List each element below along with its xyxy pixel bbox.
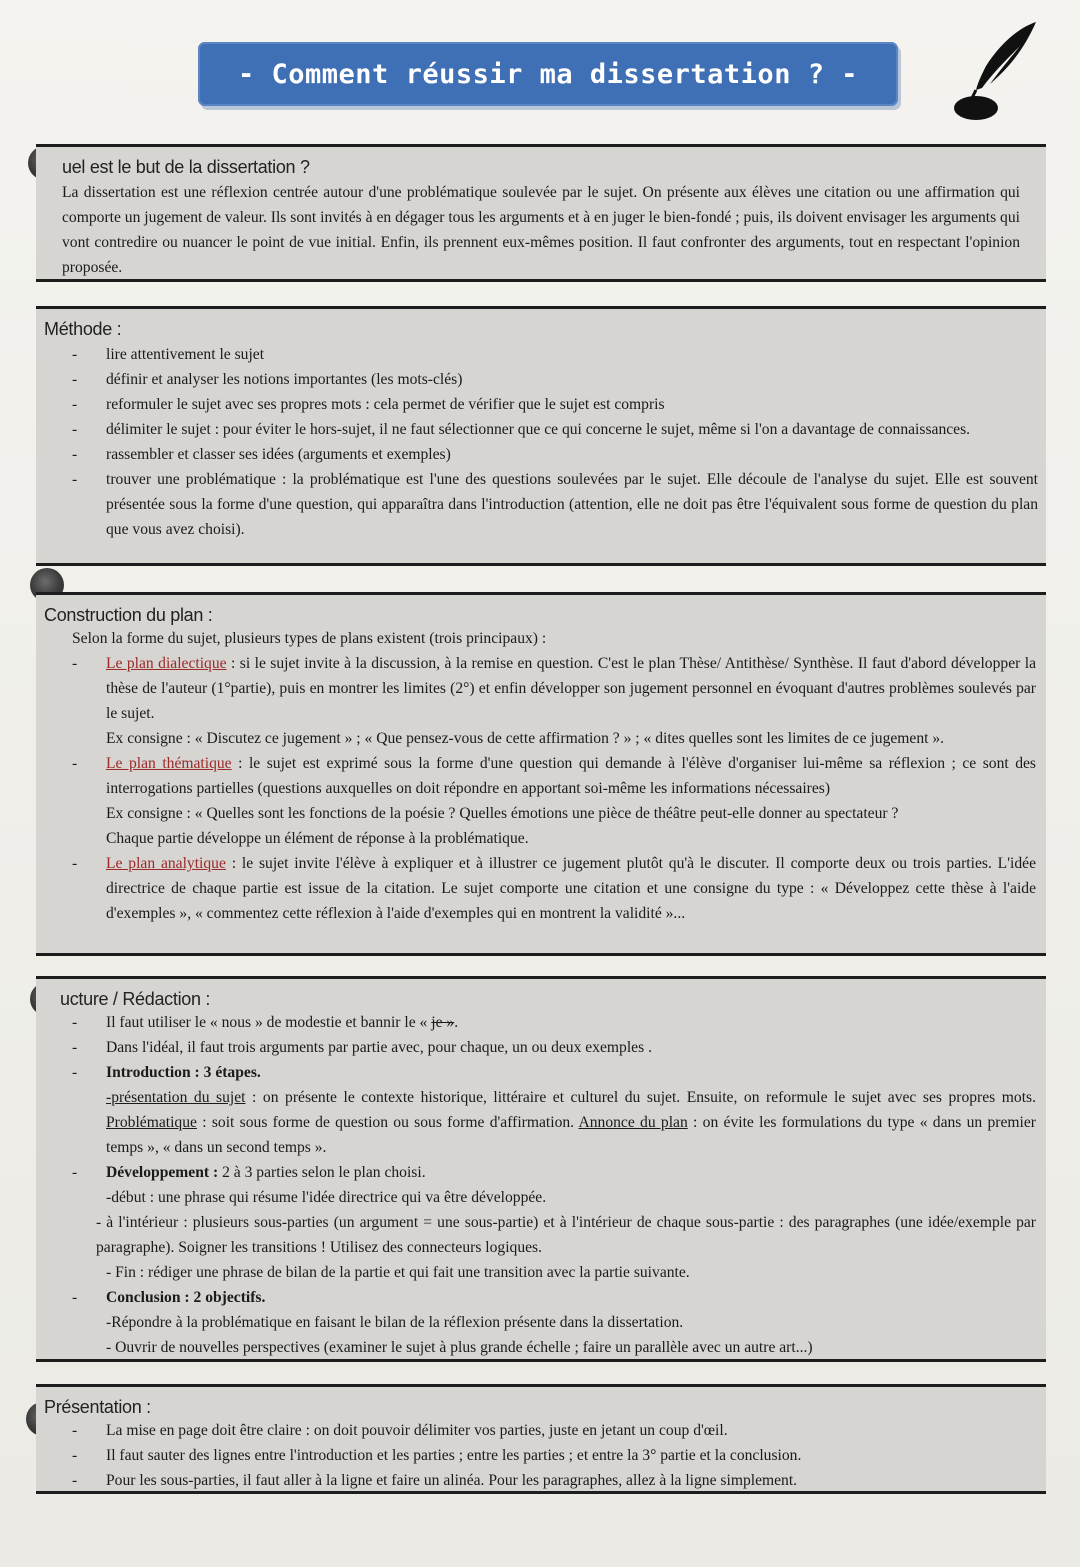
conclusion-item	[44, 1285, 1036, 1360]
plan-example: Ex consigne : « Quelles sont les fonctions de la poésie ? Quelles émotions une pièce de théâtre peut-elle donner au spectateur ?	[106, 805, 899, 822]
list-item: - Pour les sous-parties, il faut aller à la ligne et faire un alinéa. Pour les paragraphes, allez à la ligne simplement.	[44, 1468, 1036, 1493]
list-item: - rassembler et classer ses idées (arguments et exemples)	[44, 442, 1038, 467]
quill-ink-icon	[948, 18, 1048, 122]
plan-analytique: - Le plan analytique : le sujet invite l'élève à expliquer et à illustrer ce jugement plutôt qu'à le discuter. Il comporte deux ou trois parties. L'idée directrice de chaque partie est issue de la citation. Le sujet comporte une citation et une consigne du type : « Développez cette thèse à l'aide d'exemples », « commentez cette réflexion à l'aide d'exemples qui en montrent la validité »...	[44, 851, 1036, 926]
conclusion-point: - Ouvrir de nouvelles perspectives (examiner le sujet à plus grande échelle ; faire un parallèle avec un autre art...)	[106, 1339, 813, 1356]
section-but	[36, 144, 1046, 282]
section-heading: ucture / Rédaction :	[60, 989, 211, 1009]
section-heading: Présentation :	[44, 1397, 151, 1417]
but-text: La dissertation est une réflexion centrée autour d'une problématique soulevée par le sujet. On présente aux élèves une citation ou une affirmation qui comporte un jugement de valeur. Ils sont invités à en dégager tous les arguments et à en juger le bien-fondé ; puis, ils doivent envisager les arguments qui vont contredire ou nuancer le point de vue initial. Enfin, ils prennent eux-mêmes position. Il faut confronter des arguments, tout en respectant l'opinion proposée.	[62, 184, 1020, 276]
dev-fin: - Fin : rédiger une phrase de bilan de la partie et qui fait une transition avec la partie suivante.	[106, 1264, 690, 1281]
plan-dialectique: - Le plan dialectique : si le sujet invite à la discussion, à la remise en question. C'est le plan Thèse/ Antithèse/ Synthèse. Il faut d'abord développer la thèse de l'auteur (1°partie), puis en montrer les limites (2°) et enfin développer son jugement personnel en évoquant d'autres problèmes soulevés par le sujet. Ex consigne : « Discutez ce jugement » ; « Que pensez-vous de cette affirmation ? » ; « dites quelles sont les limites de ce jugement ».	[44, 651, 1036, 751]
section-heading: Construction du plan :	[44, 605, 213, 625]
structure-list	[44, 1010, 1036, 1360]
section-methode	[36, 306, 1046, 566]
dev-debut: -début : une phrase qui résume l'idée directrice qui va être développée.	[106, 1189, 547, 1206]
section-heading: Méthode :	[44, 319, 122, 339]
methode-list	[44, 342, 1046, 542]
list-item: - lire attentivement le sujet	[44, 342, 1038, 367]
list-item: - La mise en page doit être claire : on doit pouvoir délimiter vos parties, juste en jetant un coup d'œil.	[44, 1418, 1036, 1443]
section-heading: uel est le but de la dissertation ?	[62, 157, 310, 177]
list-item: - reformuler le sujet avec ses propres mots : cela permet de vérifier que le sujet est compris	[44, 392, 1038, 417]
conclusion-title: Conclusion : 2 objectifs.	[106, 1289, 266, 1306]
plan-label: Le plan thématique	[106, 755, 232, 772]
plan-thematique: - Le plan thématique : le sujet est exprimé sous la forme d'une question qui demande à l'élève d'organiser lui-même sa réflexion ; ce sont des interrogations partielles (questions auxquelles on doit répondre en apportant soi-même les informations nécessaires) Ex consigne : « Quelles sont les fonctions de la poésie ? Quelles émotions une pièce de théâtre peut-elle donner au spectateur ? Chaque partie développe un élément de réponse à la problématique.	[44, 751, 1036, 851]
section-structure	[36, 976, 1046, 1362]
developpement-item: - Développement : 2 à 3 parties selon le plan choisi. -début : une phrase qui résume l'idée directrice qui va être développée. - à l'intérieur : plusieurs sous-parties (un argument = une sous-partie) et à l'intérieur de chaque sous-partie : des paragraphes (une idée/exemple par paragraphe). Soigner les transitions ! Utilisez des connecteurs logiques. - Fin : rédiger une phrase de bilan de la partie et qui fait une transition avec la partie suivante.	[44, 1160, 1036, 1285]
developpement-title: Développement :	[106, 1164, 219, 1181]
plan-note: Chaque partie développe un élément de réponse à la problématique.	[106, 830, 529, 847]
list-item: - Dans l'idéal, il faut trois arguments par partie avec, pour chaque, un ou deux exemples .	[44, 1035, 1036, 1060]
conclusion-point: -Répondre à la problématique en faisant le bilan de la réflexion présente dans la dissertation.	[106, 1314, 684, 1331]
section-presentation	[36, 1384, 1046, 1494]
plan-example: Ex consigne : « Discutez ce jugement » ; « Que pensez-vous de cette affirmation ? » ; « dites quelles sont les limites de ce jugement ».	[106, 730, 945, 747]
plan-label: Le plan analytique	[106, 855, 226, 872]
page-title: - Comment réussir ma dissertation ? -	[238, 58, 858, 90]
introduction-title: Introduction : 3 étapes.	[106, 1064, 261, 1081]
introduction-item	[44, 1060, 1036, 1160]
dev-interieur: - à l'intérieur : plusieurs sous-parties (un argument = une sous-partie) et à l'intérieur de chaque sous-partie : des paragraphes (une idée/exemple par paragraphe). Soigner les transitions ! Utilisez des connecteurs logiques.	[96, 1214, 1036, 1256]
introduction-text: -présentation du sujet : on présente le contexte historique, littéraire et culturel du sujet. Ensuite, on reformule le sujet avec ses propres mots. Problématique : soit sous forme de question ou sous forme d'affirmation. Annonce du plan : on évite les formulations du type « dans un premier temps », « dans un second temps ».	[106, 1089, 1036, 1156]
plan-list	[44, 651, 1036, 926]
list-item: - Il faut sauter des lignes entre l'introduction et les parties ; entre les parties ; et entre la 3° partie et la conclusion.	[44, 1443, 1036, 1468]
presentation-list	[44, 1418, 1036, 1493]
title-banner	[198, 42, 898, 106]
list-item: - Il faut utiliser le « nous » de modestie et bannir le « je ».	[44, 1010, 1036, 1035]
plan-intro: Selon la forme du sujet, plusieurs types de plans existent (trois principaux) :	[72, 630, 547, 647]
list-item: - trouver une problématique : la problématique est l'une des questions soulevées par le sujet. Elle découle de l'analyse du sujet. Elle est souvent présentée sous la forme d'une question, qui apparaîtra dans l'introduction (attention, elle ne doit pas être l'équivalent sous forme de question du plan que vous avez choisi).	[44, 467, 1038, 542]
list-item: - délimiter le sujet : pour éviter le hors-sujet, il ne faut sélectionner que ce qui concerne le sujet, même si l'on a davantage de connaissances.	[44, 417, 1038, 442]
list-item: - définir et analyser les notions importantes (les mots-clés)	[44, 367, 1038, 392]
plan-label: Le plan dialectique	[106, 655, 227, 672]
section-plan	[36, 592, 1046, 956]
